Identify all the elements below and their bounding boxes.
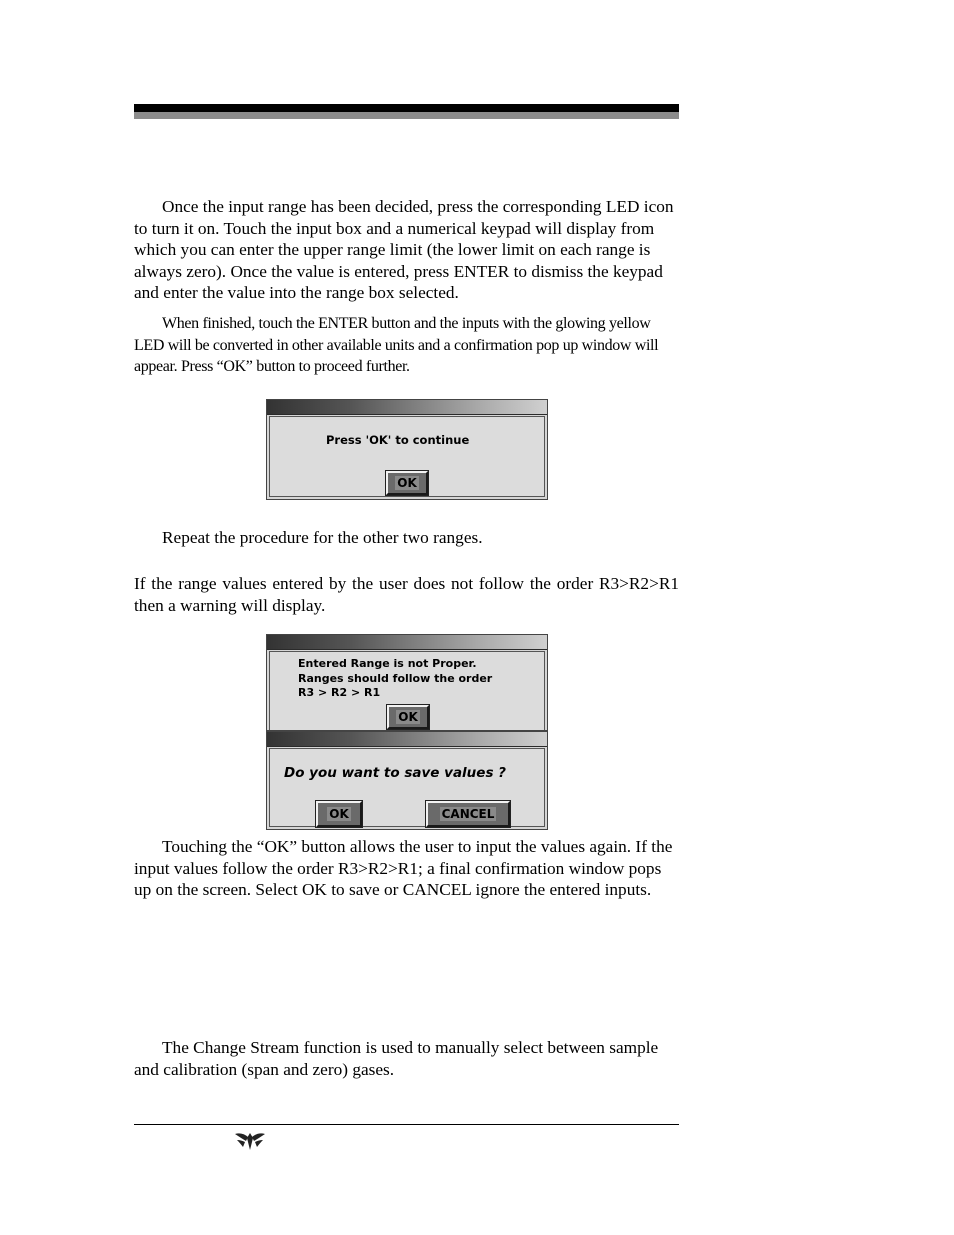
paragraph-input-range: Once the input range has been decided, press the corresponding LED icon to turn it on. Touch the input box and a numerical keypad will display from which you can enter the upper range limit (the lower limit on each range is always zero). Once the value is entered, press ENTER to dismiss the keypad and enter the value into the range box selected. — [134, 197, 674, 302]
paragraph-repeat: Repeat the procedure for the other two ranges. — [162, 528, 483, 547]
dialog-title-bar — [267, 635, 547, 650]
ok-button[interactable]: OK — [387, 705, 429, 729]
warning-line-2: Ranges should follow the order — [298, 671, 493, 685]
teledyne-logo-icon — [233, 1130, 267, 1152]
warning-message — [298, 657, 492, 701]
warning-line-1: Entered Range is not Proper. — [298, 657, 477, 670]
dialog-body — [269, 651, 545, 730]
header-rule — [134, 104, 679, 112]
header-rule-shadow — [134, 112, 679, 119]
dialog-body — [269, 416, 545, 497]
ok-button[interactable]: OK — [386, 471, 428, 495]
paragraph-change-stream: The Change Stream function is used to manually select between sample and calibration (span and zero) gases. — [134, 1038, 659, 1079]
warning-line-3: R3 > R2 > R1 — [298, 686, 381, 699]
footer-rule — [134, 1124, 679, 1125]
paragraph-ok-behaviour: Touching the “OK” button allows the user to input the values again. If the input values follow the order R3>R2>R1; a final confirmation window pops up on the screen. Select OK to save or CANCEL ignore the entered inputs. — [134, 837, 673, 899]
save-message: Do you want to save values ? — [284, 765, 507, 781]
continue-dialog — [266, 399, 548, 500]
cancel-button[interactable]: CANCEL — [426, 801, 510, 827]
ok-button[interactable]: OK — [316, 801, 362, 827]
paragraph-when-finished: When finished, touch the ENTER button and the inputs with the glowing yellow LED will be converted in other available units and a confirmation pop up window will appear. Press “OK” button to proceed further. — [134, 315, 659, 375]
dialog-body — [269, 748, 545, 827]
continue-message: Press 'OK' to continue — [326, 433, 470, 447]
dialog-title-bar — [267, 732, 547, 747]
dialog-title-bar — [267, 400, 547, 415]
paragraph-warning: If the range values entered by the user does not follow the order R3>R2>R1 then a warning will display. — [134, 574, 679, 615]
range-warning-dialog — [266, 634, 548, 731]
save-confirm-dialog — [266, 731, 548, 830]
